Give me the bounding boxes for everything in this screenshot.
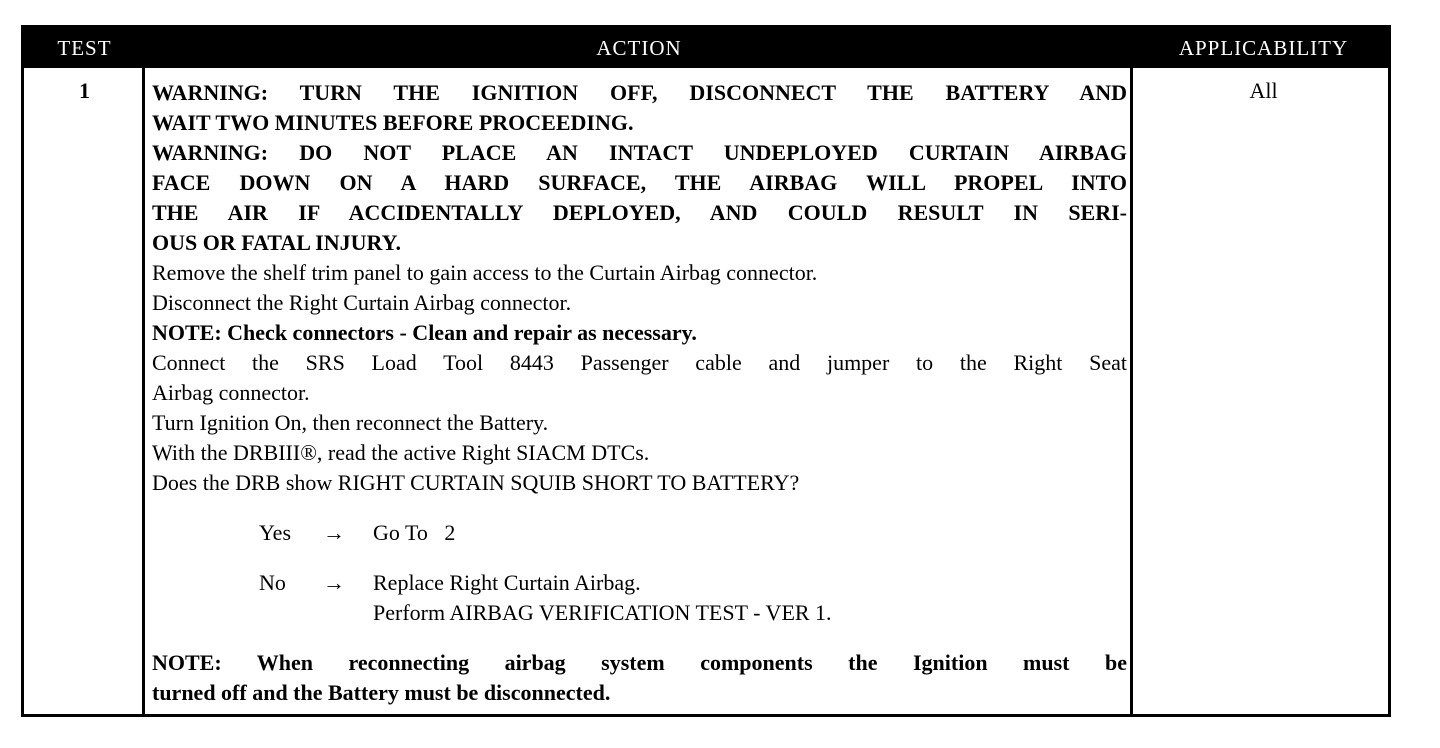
step-3-line-1: Connect the SRS Load Tool 8443 Passenger cable and jumper to the Right Seat [152,350,1127,375]
test-table [21,25,1391,717]
no-label: No [259,570,286,595]
right-arrow-icon: → [323,570,345,595]
yes-branch [259,518,1127,548]
applicability-value: All [1249,78,1278,103]
warning-2-line-3: THE AIR IF ACCIDENTALLY DEPLOYED, AND COULD RESULT IN SERI- [152,200,1127,225]
step-4: Turn Ignition On, then reconnect the Battery. [152,410,549,435]
note-2-line-2: turned off and the Battery must be disconnected. [152,680,611,705]
no-result-line-1: Replace Right Curtain Airbag. [373,570,641,595]
spacer [152,498,1127,518]
spacer [152,628,1127,648]
warning-2-line-2: FACE DOWN ON A HARD SURFACE, THE AIRBAG WILL PROPEL INTO [152,170,1127,195]
no-branch [259,568,1127,598]
warning-1-line-2: WAIT TWO MINUTES BEFORE PROCEEDING. [152,110,634,135]
step-5: With the DRBIII®, read the active Right SIACM DTCs. [152,440,650,465]
note-1: NOTE: Check connectors - Clean and repair as necessary. [152,320,697,345]
right-arrow-icon: → [323,520,345,545]
header-action: ACTION [596,36,682,60]
step-2: Disconnect the Right Curtain Airbag connector. [152,290,572,315]
header-applicability: APPLICABILITY [1178,36,1349,60]
action-cell [152,78,1127,708]
warning-2-line-1: WARNING: DO NOT PLACE AN INTACT UNDEPLOYED CURTAIN AIRBAG [152,140,1127,165]
yes-result: Go To 2 [373,520,456,545]
question: Does the DRB show RIGHT CURTAIN SQUIB SHORT TO BATTERY? [152,470,800,495]
warning-1-line-1: WARNING: TURN THE IGNITION OFF, DISCONNECT THE BATTERY AND [152,80,1127,105]
table-header-row [24,28,1388,68]
spacer [152,548,1127,568]
no-result-line-2: Perform AIRBAG VERIFICATION TEST - VER 1. [373,600,832,625]
step-3-line-2: Airbag connector. [152,380,310,405]
column-divider-2 [1130,68,1133,714]
note-2-line-1: NOTE: When reconnecting airbag system components the Ignition must be [152,650,1127,675]
test-number: 1 [79,78,90,103]
column-divider-1 [142,68,145,714]
warning-2-line-4: OUS OR FATAL INJURY. [152,230,402,255]
header-test: TEST [57,36,112,60]
yes-label: Yes [259,520,292,545]
step-1: Remove the shelf trim panel to gain access to the Curtain Airbag connector. [152,260,818,285]
